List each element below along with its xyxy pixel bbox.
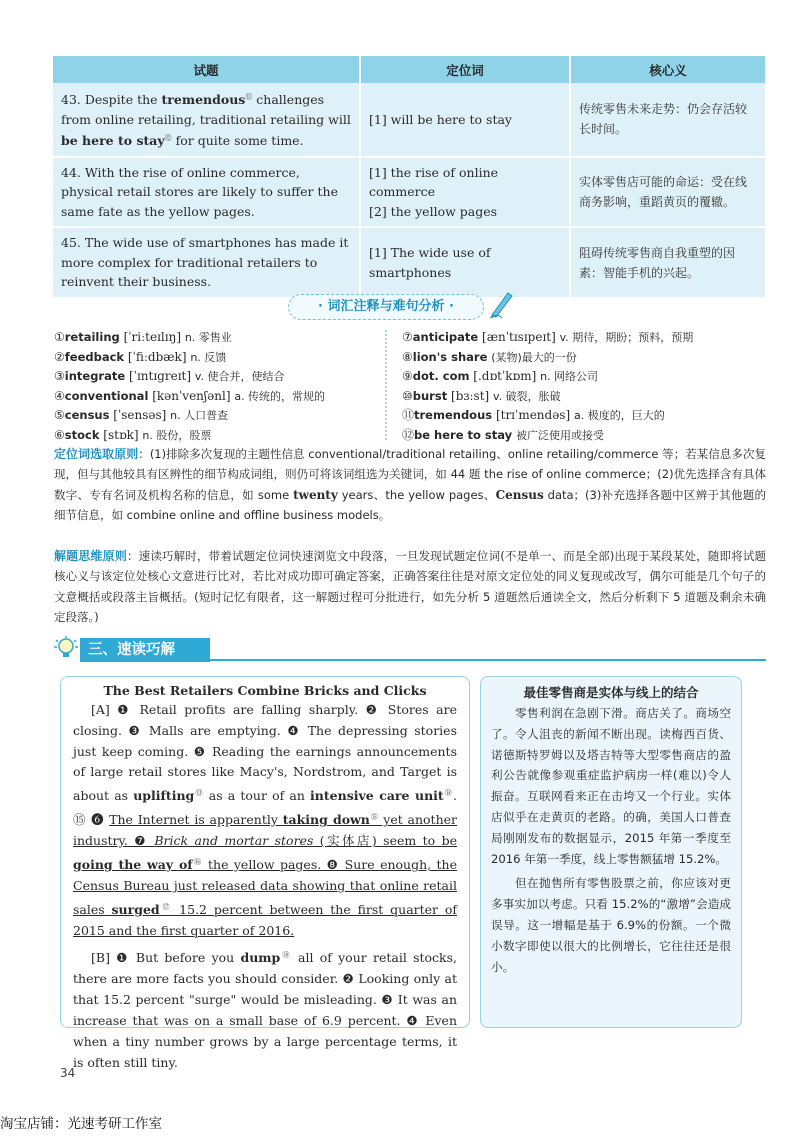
- page-number: 34: [60, 1066, 76, 1080]
- paragraph-a: [A] ❶ Retail profits are falling sharply. ❷ Stores are closing. ❸ Malls are emptying. ❹ The depressing stories just keep coming. ❺ Reading the earnings announcements of large retail stores like Macy's, Nordstrom, and Target is about as uplifting⑬ as a tour of an intensive care unit⑭. ⑮ ❻ The Internet is apparently taking down⑮ yet another industry. ❼ Brick and mortar stores (实体店) seem to be going the way of⑯ the yellow pages. ❽ Sure enough, the Census Bureau just released data showing that online retail sales surged⑰ 15.2 percent between the first quarter of 2015 and the first quarter of 2016.: [73, 702, 458, 938]
- vocab-item: ⑧lion's share (某物)最大的一份: [402, 349, 577, 364]
- question-cell: 45. The wide use of smartphones has made it more complex for traditional retailers to reinvent their business.: [53, 227, 360, 298]
- locator-cell: [1] the rise of online commerce [2] the yellow pages: [360, 157, 570, 228]
- english-passage: [60, 676, 470, 1070]
- vocab-item: ⑩burst [bɜːst] v. 破裂，胀破: [402, 388, 561, 403]
- locator-cell: [1] will be here to stay: [360, 83, 570, 157]
- table-header-row: [53, 56, 766, 83]
- table-row: [53, 83, 766, 157]
- question-table: [53, 56, 767, 299]
- vocab-list-right: [402, 328, 772, 446]
- header-question: 试题: [53, 56, 360, 83]
- meaning-cell: 阻碍传统零售商自我重塑的因素：智能手机的兴起。: [570, 227, 766, 298]
- translation-paragraph-b: 但在抛售所有零售股票之前，你应该对更多事实加以考虑。只看 15.2%的“激增”会造成误导。这一增幅是基于 6.9%的份额。一个微小数字即使以很大的比例增长，它往往还是很小。: [491, 876, 731, 974]
- pen-icon: [488, 289, 514, 319]
- header-meaning: 核心义: [570, 56, 766, 83]
- paragraph-b: [B] ❶ But before you dump⑱ all of your retail stocks, there are more facts you should consider. ❷ Looking only at that 15.2 percent "surge" would be misleading. ❸ It was an increase that was on a small base of 6.9 percent. ❹ Even when a tiny number grows by a large percentage terms, it is often still tiny.: [73, 950, 457, 1070]
- locator-principle: 定位词选取原则：(1)排除多次复现的主题性信息 conventional/traditional retailing、online retailing/commerce 等；若某信息多次复现，但与其他较具有区辨性的细节构成词组，则仍可将该词组选为关键词，如 44 题 the rise of online commerce；(2)优先选择含有具体数字、专有名词及机构名称的信息，如 some twenty years、the yellow pages、Census data；(3)补充选择各题中区辨于其他题的细节信息，如 combine online and offline business models。: [54, 447, 766, 522]
- vocab-item: ②feedback [ˈfiːdbæk] n. 反馈: [54, 349, 227, 364]
- meaning-cell: 传统零售未来走势：仍会存活较长时间。: [570, 83, 766, 157]
- header-locator: 定位词: [360, 56, 570, 83]
- meaning-cell: 实体零售店可能的命运：受在线商务影响，重蹈黄页的覆辙。: [570, 157, 766, 228]
- vocab-item: ⑫be here to stay 被广泛使用或接受: [402, 427, 604, 442]
- question-cell: 44. With the rise of online commerce, physical retail stores are likely to suffer the same fate as the yellow pages.: [53, 157, 360, 228]
- locator-cell: [1] The wide use of smartphones: [360, 227, 570, 298]
- passage-title: The Best Retailers Combine Bricks and Clicks: [103, 683, 427, 698]
- translation-paragraph-a: 零售利润在急剧下滑。商店关了。商场空了。令人沮丧的新闻不断出现。读梅西百货、诺德斯特罗姆以及塔吉特等大型零售商店的盈利公告就像参观重症监护病房一样(难以)令人振奋。互联网看来正在击垮又一个行业。实体店似乎在走黄页的老路。的确，美国人口普查局刚刚发布的数据显示，2015 年第一季度至 2016 年第一季度，线上零售额猛增 15.2%。: [491, 706, 731, 866]
- question-cell: 43. Despite the tremendous⑪ challenges from online retailing, traditional retailing will be here to stay⑫ for quite some time.: [53, 83, 360, 157]
- vocab-section-title: · 词汇注释与难句分析 ·: [288, 294, 484, 320]
- vocab-item: ③integrate [ˈɪntɪgreɪt] v. 使合并，使结合: [54, 369, 285, 384]
- lightbulb-icon: [54, 636, 78, 662]
- vocab-item: ⑥stock [stɒk] n. 股份，股票: [54, 427, 212, 442]
- vocab-item: ⑨dot. com [.dɒtˈkɒm] n. 网络公司: [402, 369, 599, 384]
- footer-shop: 淘宝店铺：光速考研工作室: [0, 1116, 162, 1132]
- translation-title: 最佳零售商是实体与线上的结合: [523, 685, 699, 700]
- section-title: 三、速读巧解: [80, 638, 210, 662]
- vocab-item: ④conventional [kənˈvenʃənl] a. 传统的，常规的: [54, 388, 326, 403]
- vocab-item: ⑤census [ˈsensəs] n. 人口普查: [54, 408, 229, 423]
- divider: [385, 330, 397, 440]
- vocab-item: ⑪tremendous [trɪˈmendəs] a. 极度的，巨大的: [402, 408, 665, 423]
- table-row: [53, 157, 766, 228]
- thinking-principle: 解题思维原则：速读巧解时，带着试题定位词快速浏览文中段落，一旦发现试题定位词(不是单一、而是全部)出现于某段某处，随即将试题核心义与该定位处核心文意进行比对，若比对成功即可确定答案，正确答案往往是对原文定位处的同义复现或改写，偶尔可能是几个句子的文意概括或段落主旨概括。(短时记忆有限者，这一解题过程可分批进行，如先分析 5 道题然后通读全文，然后分析剩下 5 道题及剩余未确定段落。): [54, 549, 766, 624]
- table-row: [53, 227, 766, 298]
- chinese-translation: [480, 676, 742, 1028]
- vocab-item: ⑦anticipate [ænˈtɪsɪpeɪt] v. 期待，期盼；预料，预期: [402, 330, 694, 344]
- vocab-list-left: [54, 328, 384, 446]
- vocab-item: ①retailing [ˈriːteɪlɪŋ] n. 零售业: [54, 330, 232, 344]
- section-rule: [210, 659, 766, 661]
